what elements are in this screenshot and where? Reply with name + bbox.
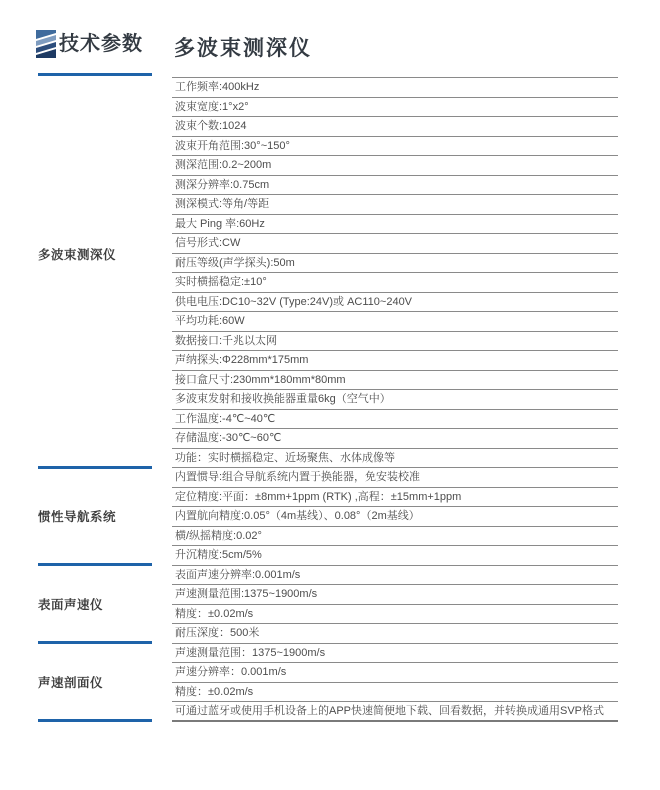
spec-row	[172, 78, 618, 98]
spec-row	[172, 195, 618, 215]
spec-row-text: 接口盒尺寸:230mm*180mm*80mm	[175, 373, 346, 386]
spec-row	[172, 566, 618, 586]
spec-row	[172, 605, 618, 625]
spec-row	[172, 624, 618, 644]
spec-row	[172, 254, 618, 274]
spec-row-text: 供电电压:DC10~32V (Type:24V)或 AC110~240V	[175, 295, 413, 308]
spec-row-text: 波束宽度:1°x2°	[175, 100, 249, 113]
spec-row-text: 波束个数:1024	[175, 120, 247, 133]
spec-row	[172, 371, 618, 391]
spec-row-text: 功能：实时横摇稳定、近场聚焦、水体成像等	[175, 451, 395, 464]
spec-row-text: 信号形式:CW	[175, 237, 241, 250]
spec-row-text: 数据接口:千兆以太网	[175, 334, 278, 347]
spec-row	[172, 585, 618, 605]
spec-row-text: 横/纵摇精度:0.02°	[175, 529, 262, 542]
spec-row-text: 声速测量范围：1375~1900m/s	[175, 646, 326, 659]
spec-group-label-text: 多波束测深仪	[38, 248, 117, 262]
spec-group-label	[38, 77, 152, 467]
spec-row-text: 内置惯导:组合导航系统内置于换能器，免安装校准	[175, 471, 421, 484]
spec-row	[172, 507, 618, 527]
spec-row-text: 升沉精度:5cm/5%	[175, 549, 262, 562]
spec-row	[172, 429, 618, 449]
spec-row	[172, 468, 618, 488]
spec-row-text: 声速分辨率：0.001m/s	[175, 666, 287, 679]
spec-row-text: 平均功耗:60W	[175, 315, 245, 328]
brand-heading	[36, 30, 143, 58]
section-title: 技术参数	[59, 33, 143, 55]
section-title-underline	[38, 73, 152, 76]
spec-row-text: 最大 Ping 率:60Hz	[175, 217, 265, 230]
spec-group-label	[38, 565, 152, 643]
spec-row	[172, 410, 618, 430]
spec-row-text: 测深分辨率:0.75cm	[175, 178, 270, 191]
spec-row	[172, 176, 618, 196]
page-title: 多波束测深仪	[174, 37, 312, 60]
spec-row-text: 工作温度:-4℃~40℃	[175, 412, 276, 425]
spec-row	[172, 332, 618, 352]
spec-row	[172, 702, 618, 722]
spec-row-text: 声纳探头:Φ228mm*175mm	[175, 354, 309, 367]
spec-row-text: 测深范围:0.2~200m	[175, 159, 272, 172]
spec-group-label-text: 惯性导航系统	[38, 509, 117, 524]
spec-row-text: 实时横摇稳定:±10°	[175, 276, 267, 289]
spec-table	[172, 77, 618, 722]
spec-group-label-text: 声速剖面仪	[38, 675, 104, 690]
spec-row	[172, 663, 618, 683]
spec-row	[172, 488, 618, 508]
spec-row-text: 定位精度:平面：±8mm+1ppm (RTK) ,高程：±15mm+1ppm	[175, 490, 462, 503]
spec-row-text: 工作频率:400kHz	[175, 81, 260, 94]
spec-row-text: 内置航向精度:0.05°（4m基线）、0.08°（2m基线）	[175, 510, 420, 523]
spec-row	[172, 390, 618, 410]
spec-row	[172, 234, 618, 254]
spec-row	[172, 449, 618, 469]
spec-row-text: 多波束发射和接收换能器重量6kg（空气中）	[175, 393, 391, 406]
spec-row-text: 存储温度:-30℃~60℃	[175, 432, 282, 445]
spec-row-text: 可通过蓝牙或使用手机设备上的APP快速简便地下载、回看数据，并转换成通用SVP格式	[175, 704, 605, 717]
spec-row	[172, 156, 618, 176]
spec-row-text: 声速测量范围:1375~1900m/s	[175, 588, 318, 601]
spec-row	[172, 215, 618, 235]
spec-row-text: 精度：±0.02m/s	[175, 607, 254, 620]
spec-row	[172, 117, 618, 137]
spec-row	[172, 293, 618, 313]
spec-row	[172, 312, 618, 332]
spec-group-label	[38, 643, 152, 721]
spec-row	[172, 527, 618, 547]
spec-row-text: 测深模式:等角/等距	[175, 198, 270, 211]
spec-row-text: 耐压深度：500米	[175, 627, 260, 640]
spec-group-label	[38, 467, 152, 565]
spec-row	[172, 273, 618, 293]
spec-row-text: 波束开角范围:30°~150°	[175, 139, 290, 152]
spec-row-text: 精度：±0.02m/s	[175, 685, 254, 698]
spec-row	[172, 683, 618, 703]
wave-stripes-icon	[36, 30, 56, 58]
spec-row	[172, 137, 618, 157]
spec-row	[172, 644, 618, 664]
spec-row-text: 表面声速分辨率:0.001m/s	[175, 568, 301, 581]
spec-row-text: 耐压等级(声学探头):50m	[175, 256, 295, 269]
spec-row	[172, 98, 618, 118]
spec-group-label-text: 表面声速仪	[38, 597, 104, 612]
spec-row	[172, 351, 618, 371]
instrument-group-rail	[38, 77, 152, 721]
spec-row	[172, 546, 618, 566]
